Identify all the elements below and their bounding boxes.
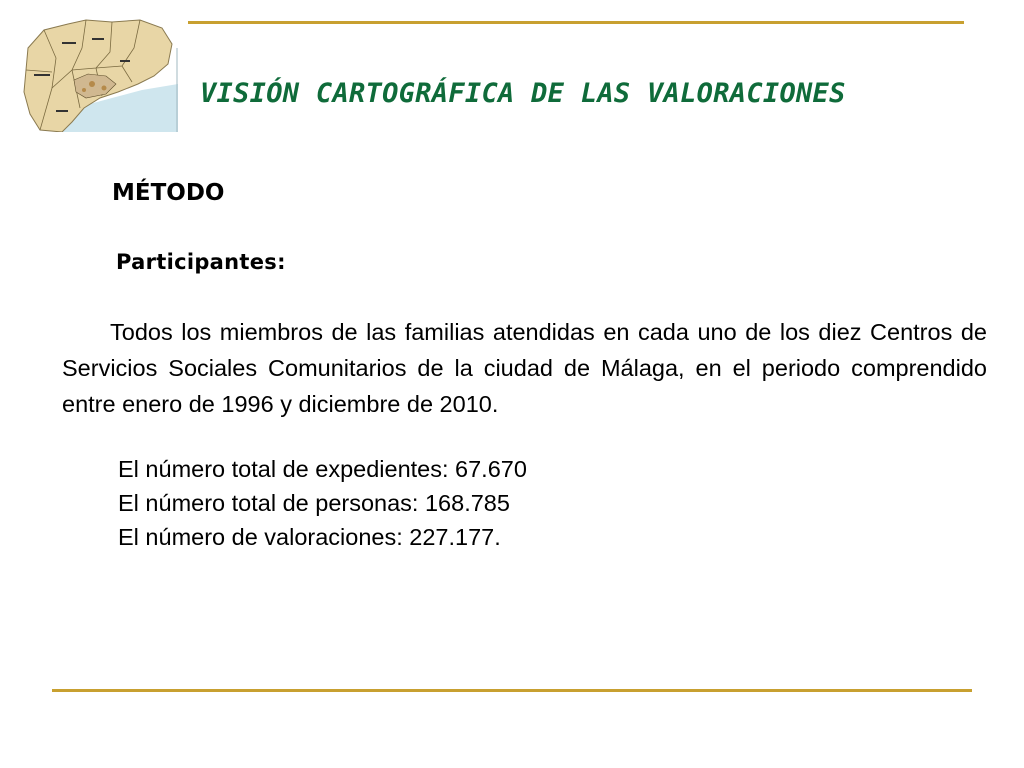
stat-expedientes: El número total de expedientes: 67.670 xyxy=(118,456,527,482)
body-paragraph: Todos los miembros de las familias atendidas en cada uno de los diez Centros de Servicios Sociales Comunitarios de la ciudad de Málaga, en el periodo comprendido entre enero de 1996 y diciembre de 2010. xyxy=(62,319,987,417)
subheading: Participantes: xyxy=(116,250,286,274)
section-heading: MÉTODO xyxy=(112,180,225,206)
bottom-divider xyxy=(52,689,972,692)
stats-list xyxy=(118,452,527,554)
stat-personas: El número total de personas: 168.785 xyxy=(118,490,510,516)
stat-valoraciones: El número de valoraciones: 227.177. xyxy=(118,524,501,550)
page-title: VISIÓN CARTOGRÁFICA DE LAS VALORACIONES xyxy=(200,78,846,109)
top-divider xyxy=(188,21,964,24)
malaga-district-map-icon xyxy=(22,18,178,132)
